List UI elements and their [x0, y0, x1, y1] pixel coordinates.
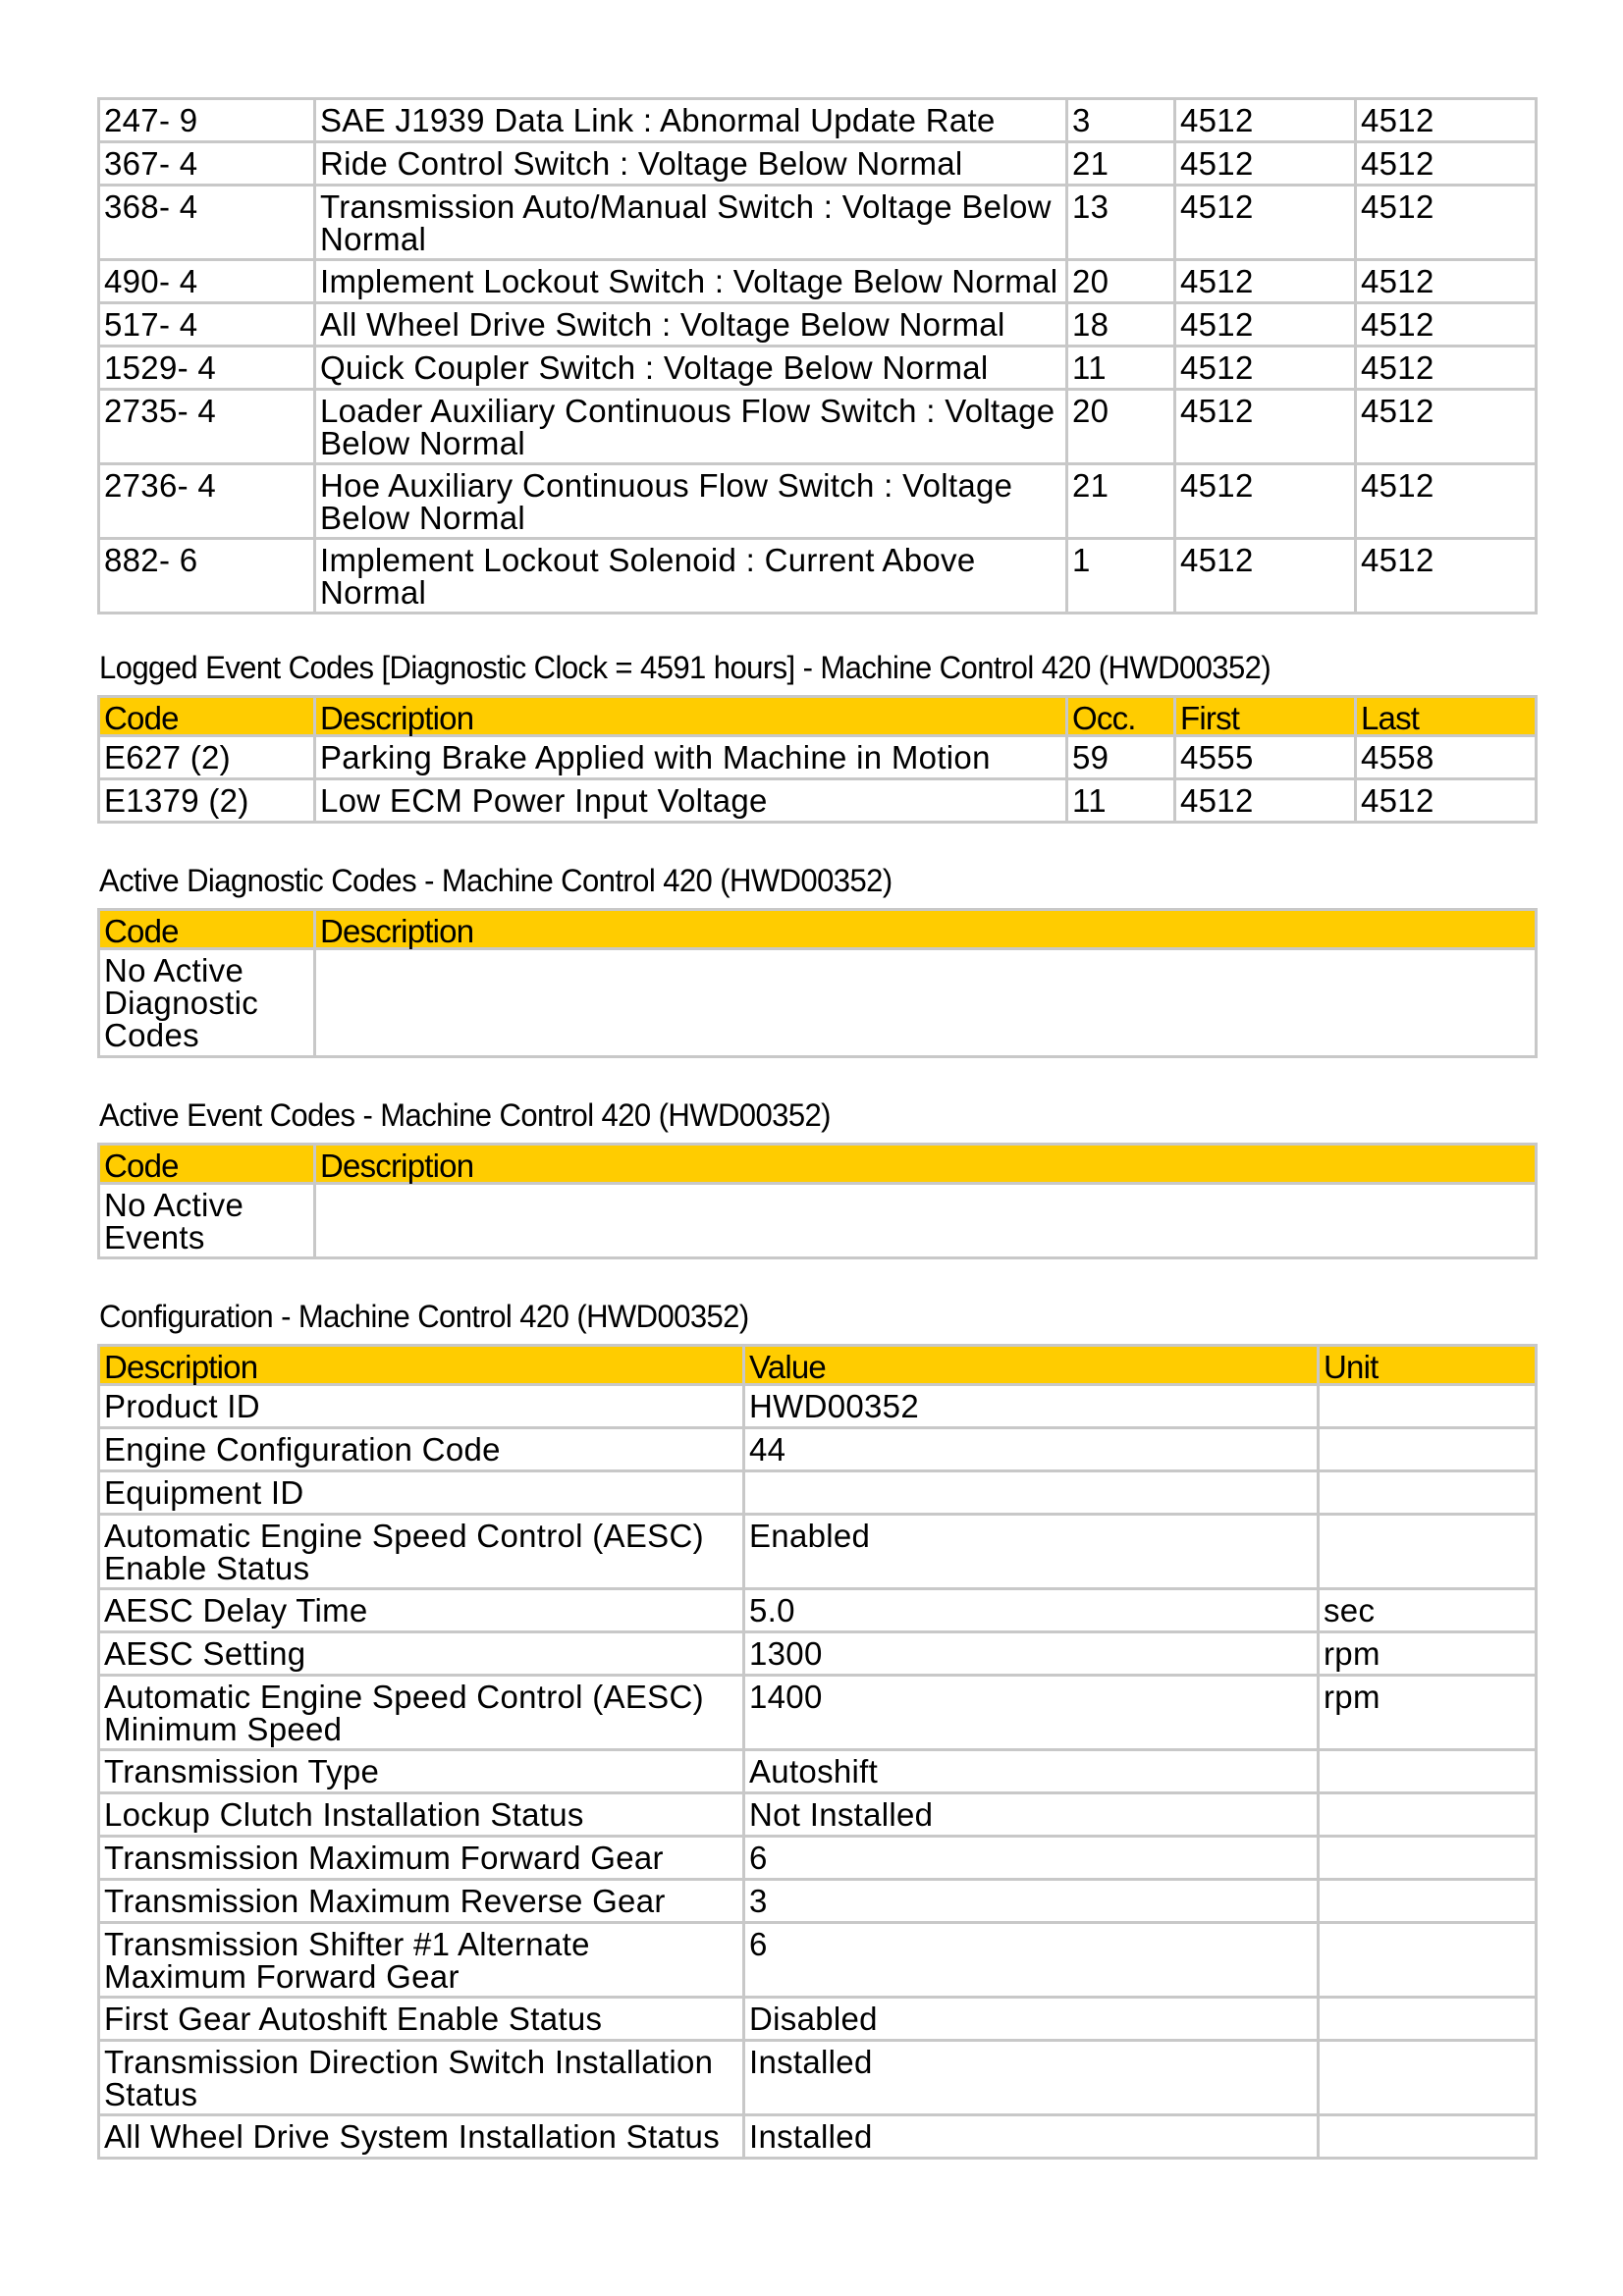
- table-header-row: [99, 1346, 1537, 1385]
- first-cell: 4512: [1175, 464, 1356, 539]
- table-row: [99, 1515, 1537, 1589]
- description-cell: Transmission Shifter #1 Alternate Maximum Forward Gear: [99, 1923, 744, 1998]
- value-cell: 6: [744, 1837, 1319, 1880]
- unit-cell: [1319, 1471, 1537, 1515]
- configuration-table: [97, 1344, 1538, 2160]
- value-cell: 6: [744, 1923, 1319, 1998]
- code-cell: No Active Diagnostic Codes: [99, 949, 315, 1057]
- column-header: Occ.: [1067, 697, 1175, 736]
- unit-cell: [1319, 1750, 1537, 1793]
- value-cell: 3: [744, 1880, 1319, 1923]
- unit-cell: [1319, 1515, 1537, 1589]
- description-cell: Transmission Direction Switch Installation Status: [99, 2041, 744, 2115]
- code-cell: 367- 4: [99, 142, 315, 186]
- active-diagnostic-codes-table: [97, 908, 1538, 1058]
- code-cell: 882- 6: [99, 539, 315, 614]
- table-row: [99, 1184, 1537, 1258]
- description-cell: Automatic Engine Speed Control (AESC) Enable Status: [99, 1515, 744, 1589]
- unit-cell: sec: [1319, 1589, 1537, 1632]
- column-header: Description: [99, 1346, 744, 1385]
- code-cell: E1379 (2): [99, 779, 315, 823]
- section-title: Configuration - Machine Control 420 (HWD00352): [99, 1299, 749, 1334]
- description-cell: AESC Setting: [99, 1632, 744, 1676]
- table-header-row: [99, 910, 1537, 949]
- section-title: Active Event Codes - Machine Control 420 (HWD00352): [99, 1097, 831, 1133]
- unit-cell: rpm: [1319, 1676, 1537, 1750]
- first-cell: 4512: [1175, 347, 1356, 390]
- unit-cell: [1319, 1923, 1537, 1998]
- unit-cell: [1319, 1880, 1537, 1923]
- table-row: [99, 1428, 1537, 1471]
- last-cell: 4512: [1356, 464, 1537, 539]
- table-row: [99, 1632, 1537, 1676]
- occ-cell: 3: [1067, 99, 1175, 142]
- last-cell: 4512: [1356, 303, 1537, 347]
- unit-cell: [1319, 1793, 1537, 1837]
- occ-cell: 11: [1067, 347, 1175, 390]
- first-cell: 4512: [1175, 779, 1356, 823]
- description-cell: Product ID: [99, 1385, 744, 1428]
- column-header: Code: [99, 697, 315, 736]
- column-header: First: [1175, 697, 1356, 736]
- code-cell: 247- 9: [99, 99, 315, 142]
- table-row: [99, 186, 1537, 260]
- diagnostic-codes-table: [97, 97, 1538, 614]
- first-cell: 4512: [1175, 539, 1356, 614]
- table-row: [99, 949, 1537, 1057]
- description-cell: Ride Control Switch : Voltage Below Normal: [315, 142, 1067, 186]
- occ-cell: 11: [1067, 779, 1175, 823]
- description-cell: Quick Coupler Switch : Voltage Below Normal: [315, 347, 1067, 390]
- description-cell: Low ECM Power Input Voltage: [315, 779, 1067, 823]
- table-row: [99, 260, 1537, 303]
- code-cell: 1529- 4: [99, 347, 315, 390]
- table-row: [99, 2115, 1537, 2159]
- description-cell: Implement Lockout Solenoid : Current Above Normal: [315, 539, 1067, 614]
- table-row: [99, 2041, 1537, 2115]
- occ-cell: 21: [1067, 464, 1175, 539]
- description-cell: Engine Configuration Code: [99, 1428, 744, 1471]
- value-cell: Enabled: [744, 1515, 1319, 1589]
- occ-cell: 59: [1067, 736, 1175, 779]
- last-cell: 4512: [1356, 260, 1537, 303]
- value-cell: 1300: [744, 1632, 1319, 1676]
- code-cell: E627 (2): [99, 736, 315, 779]
- table-row: [99, 347, 1537, 390]
- table-row: [99, 1589, 1537, 1632]
- description-cell: Automatic Engine Speed Control (AESC) Minimum Speed: [99, 1676, 744, 1750]
- logged-event-codes-table: [97, 695, 1538, 824]
- table-header-row: [99, 1145, 1537, 1184]
- column-header: Description: [315, 1145, 1537, 1184]
- first-cell: 4512: [1175, 99, 1356, 142]
- value-cell: 44: [744, 1428, 1319, 1471]
- table-row: [99, 1923, 1537, 1998]
- code-cell: No Active Events: [99, 1184, 315, 1258]
- column-header: Description: [315, 697, 1067, 736]
- code-cell: 517- 4: [99, 303, 315, 347]
- first-cell: 4512: [1175, 260, 1356, 303]
- code-cell: 2735- 4: [99, 390, 315, 464]
- first-cell: 4512: [1175, 142, 1356, 186]
- description-cell: [315, 1184, 1537, 1258]
- value-cell: Autoshift: [744, 1750, 1319, 1793]
- occ-cell: 18: [1067, 303, 1175, 347]
- table-row: [99, 464, 1537, 539]
- occ-cell: 20: [1067, 260, 1175, 303]
- section-title: Active Diagnostic Codes - Machine Control 420 (HWD00352): [99, 863, 893, 898]
- table-row: [99, 1385, 1537, 1428]
- value-cell: 5.0: [744, 1589, 1319, 1632]
- column-header: Value: [744, 1346, 1319, 1385]
- table-row: [99, 1998, 1537, 2041]
- code-cell: 368- 4: [99, 186, 315, 260]
- last-cell: 4558: [1356, 736, 1537, 779]
- first-cell: 4555: [1175, 736, 1356, 779]
- value-cell: Installed: [744, 2041, 1319, 2115]
- table-row: [99, 1793, 1537, 1837]
- column-header: Code: [99, 910, 315, 949]
- first-cell: 4512: [1175, 303, 1356, 347]
- last-cell: 4512: [1356, 186, 1537, 260]
- code-cell: 2736- 4: [99, 464, 315, 539]
- report-page: [97, 97, 1535, 2160]
- last-cell: 4512: [1356, 142, 1537, 186]
- table-row: [99, 779, 1537, 823]
- table-row: [99, 390, 1537, 464]
- description-cell: All Wheel Drive Switch : Voltage Below Normal: [315, 303, 1067, 347]
- last-cell: 4512: [1356, 390, 1537, 464]
- description-cell: Implement Lockout Switch : Voltage Below Normal: [315, 260, 1067, 303]
- table-row: [99, 1676, 1537, 1750]
- unit-cell: [1319, 1428, 1537, 1471]
- last-cell: 4512: [1356, 539, 1537, 614]
- unit-cell: [1319, 1385, 1537, 1428]
- table-row: [99, 736, 1537, 779]
- description-cell: Lockup Clutch Installation Status: [99, 1793, 744, 1837]
- table-row: [99, 539, 1537, 614]
- description-cell: Transmission Auto/Manual Switch : Voltage Below Normal: [315, 186, 1067, 260]
- value-cell: HWD00352: [744, 1385, 1319, 1428]
- description-cell: Parking Brake Applied with Machine in Motion: [315, 736, 1067, 779]
- unit-cell: rpm: [1319, 1632, 1537, 1676]
- last-cell: 4512: [1356, 99, 1537, 142]
- description-cell: SAE J1939 Data Link : Abnormal Update Rate: [315, 99, 1067, 142]
- description-cell: Hoe Auxiliary Continuous Flow Switch : Voltage Below Normal: [315, 464, 1067, 539]
- description-cell: Loader Auxiliary Continuous Flow Switch : Voltage Below Normal: [315, 390, 1067, 464]
- description-cell: Equipment ID: [99, 1471, 744, 1515]
- description-cell: AESC Delay Time: [99, 1589, 744, 1632]
- table-row: [99, 1837, 1537, 1880]
- unit-cell: [1319, 2115, 1537, 2159]
- occ-cell: 13: [1067, 186, 1175, 260]
- table-row: [99, 1471, 1537, 1515]
- table-row: [99, 1750, 1537, 1793]
- section-title: Logged Event Codes [Diagnostic Clock = 4591 hours] - Machine Control 420 (HWD00352): [99, 650, 1271, 685]
- table-row: [99, 142, 1537, 186]
- value-cell: Disabled: [744, 1998, 1319, 2041]
- occ-cell: 21: [1067, 142, 1175, 186]
- unit-cell: [1319, 1837, 1537, 1880]
- table-row: [99, 99, 1537, 142]
- occ-cell: 20: [1067, 390, 1175, 464]
- column-header: Code: [99, 1145, 315, 1184]
- value-cell: 1400: [744, 1676, 1319, 1750]
- value-cell: [744, 1471, 1319, 1515]
- first-cell: 4512: [1175, 390, 1356, 464]
- first-cell: 4512: [1175, 186, 1356, 260]
- table-header-row: [99, 697, 1537, 736]
- value-cell: Installed: [744, 2115, 1319, 2159]
- unit-cell: [1319, 1998, 1537, 2041]
- table-row: [99, 1880, 1537, 1923]
- occ-cell: 1: [1067, 539, 1175, 614]
- description-cell: All Wheel Drive System Installation Status: [99, 2115, 744, 2159]
- table-row: [99, 303, 1537, 347]
- last-cell: 4512: [1356, 347, 1537, 390]
- description-cell: Transmission Maximum Reverse Gear: [99, 1880, 744, 1923]
- value-cell: Not Installed: [744, 1793, 1319, 1837]
- last-cell: 4512: [1356, 779, 1537, 823]
- active-event-codes-table: [97, 1143, 1538, 1259]
- description-cell: First Gear Autoshift Enable Status: [99, 1998, 744, 2041]
- unit-cell: [1319, 2041, 1537, 2115]
- column-header: Last: [1356, 697, 1537, 736]
- description-cell: Transmission Maximum Forward Gear: [99, 1837, 744, 1880]
- column-header: Description: [315, 910, 1537, 949]
- description-cell: Transmission Type: [99, 1750, 744, 1793]
- code-cell: 490- 4: [99, 260, 315, 303]
- description-cell: [315, 949, 1537, 1057]
- column-header: Unit: [1319, 1346, 1537, 1385]
